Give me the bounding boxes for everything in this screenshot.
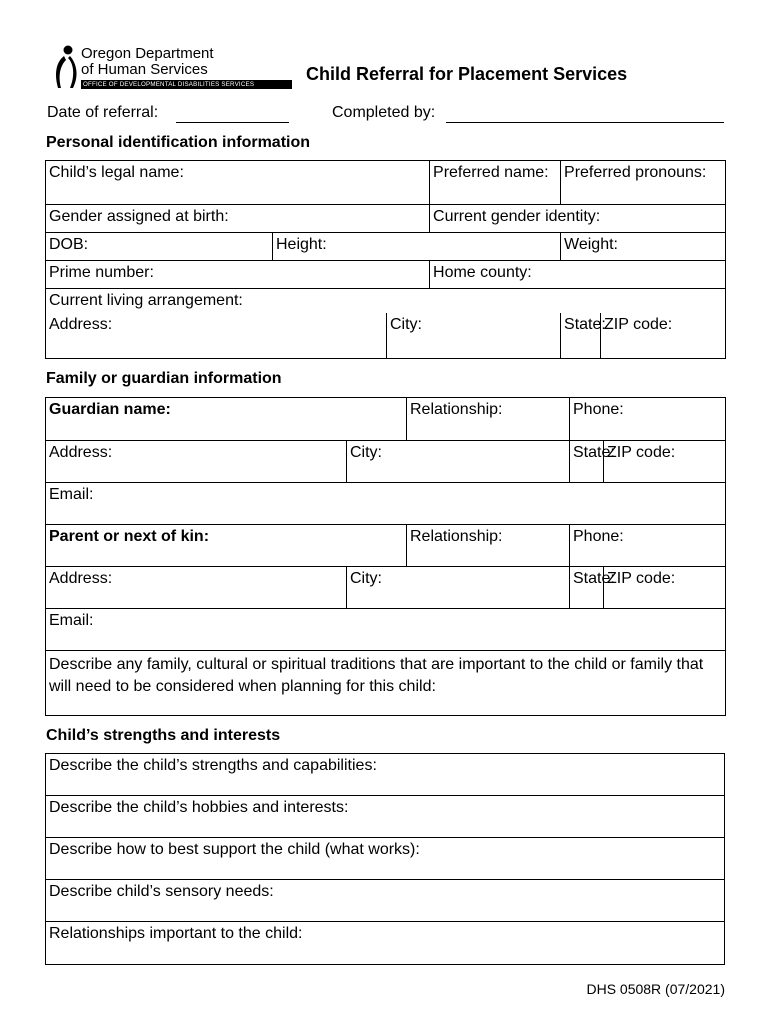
completed-by-field[interactable] [446, 122, 724, 123]
family-section-heading: Family or guardian information [46, 370, 282, 387]
parent-email-field[interactable]: Email: [46, 609, 726, 651]
dhs-logo [48, 44, 298, 102]
date-of-referral-field[interactable] [176, 122, 289, 123]
guardian-name-field[interactable]: Guardian name: [46, 398, 407, 441]
child-zip-field[interactable]: ZIP code: [601, 313, 726, 359]
parent-phone-field[interactable]: Phone: [570, 525, 726, 567]
completed-by-label: Completed by: [332, 104, 436, 121]
person-figure-icon [48, 44, 80, 90]
guardian-relationship-field[interactable]: Relationship: [407, 398, 570, 441]
preferred-name-field[interactable]: Preferred name: [430, 161, 561, 205]
form-title: Child Referral for Placement Services [306, 64, 628, 84]
family-traditions-field[interactable]: Describe any family, cultural or spiritual traditions that are important to the child or family that will need to be considered when planning for this child: [46, 651, 726, 716]
guardian-zip-field[interactable]: ZIP code: [604, 441, 726, 483]
child-city-field[interactable]: City: [387, 313, 561, 359]
height-field[interactable]: Height: [273, 233, 561, 261]
date-of-referral-label: Date of referral: [47, 104, 159, 121]
parent-zip-field[interactable]: ZIP code: [604, 567, 726, 609]
parent-address-field[interactable]: Address: [46, 567, 347, 609]
hobbies-interests-field[interactable]: Describe the child’s hobbies and interests: [46, 796, 725, 838]
parent-relationship-field[interactable]: Relationship: [407, 525, 570, 567]
guardian-email-field[interactable]: Email: [46, 483, 726, 525]
important-relationships-field[interactable]: Relationships important to the child: [46, 922, 725, 965]
personal-table [45, 160, 726, 359]
dob-field[interactable]: DOB: [46, 233, 273, 261]
home-county-field[interactable]: Home county: [430, 261, 726, 289]
childs-legal-name-field[interactable]: Child’s legal name: [46, 161, 430, 205]
parent-next-of-kin-field[interactable]: Parent or next of kin: [46, 525, 407, 567]
guardian-state-field[interactable]: State: [570, 441, 604, 483]
parent-city-field[interactable]: City: [347, 567, 570, 609]
logo-subtitle: OFFICE OF DEVELOPMENTAL DISABILITIES SERVICES [81, 80, 292, 89]
gender-assigned-at-birth-field[interactable]: Gender assigned at birth: [46, 205, 430, 233]
personal-section-heading: Personal identification information [46, 134, 311, 151]
preferred-pronouns-field[interactable]: Preferred pronouns: [561, 161, 726, 205]
prime-number-field[interactable]: Prime number: [46, 261, 430, 289]
strengths-section-heading: Child’s strengths and interests [46, 727, 281, 744]
current-living-arrangement-field[interactable]: Current living arrangement: [46, 289, 726, 313]
support-what-works-field[interactable]: Describe how to best support the child (what works): [46, 838, 725, 880]
logo-line1: Oregon Department [81, 45, 214, 62]
guardian-city-field[interactable]: City: [347, 441, 570, 483]
sensory-needs-field[interactable]: Describe child’s sensory needs: [46, 880, 725, 922]
form-number: DHS 0508R (07/2021) [586, 981, 725, 997]
strengths-table [45, 753, 725, 965]
strengths-capabilities-field[interactable]: Describe the child’s strengths and capabilities: [46, 754, 725, 796]
parent-state-field[interactable]: State: [570, 567, 604, 609]
logo-line2: of Human Services [81, 61, 208, 78]
guardian-phone-field[interactable]: Phone: [570, 398, 726, 441]
family-table [45, 397, 726, 716]
guardian-address-field[interactable]: Address: [46, 441, 347, 483]
child-address-field[interactable]: Address: [46, 313, 387, 359]
current-gender-identity-field[interactable]: Current gender identity: [430, 205, 726, 233]
child-state-field[interactable]: State: [561, 313, 601, 359]
weight-field[interactable]: Weight: [561, 233, 726, 261]
